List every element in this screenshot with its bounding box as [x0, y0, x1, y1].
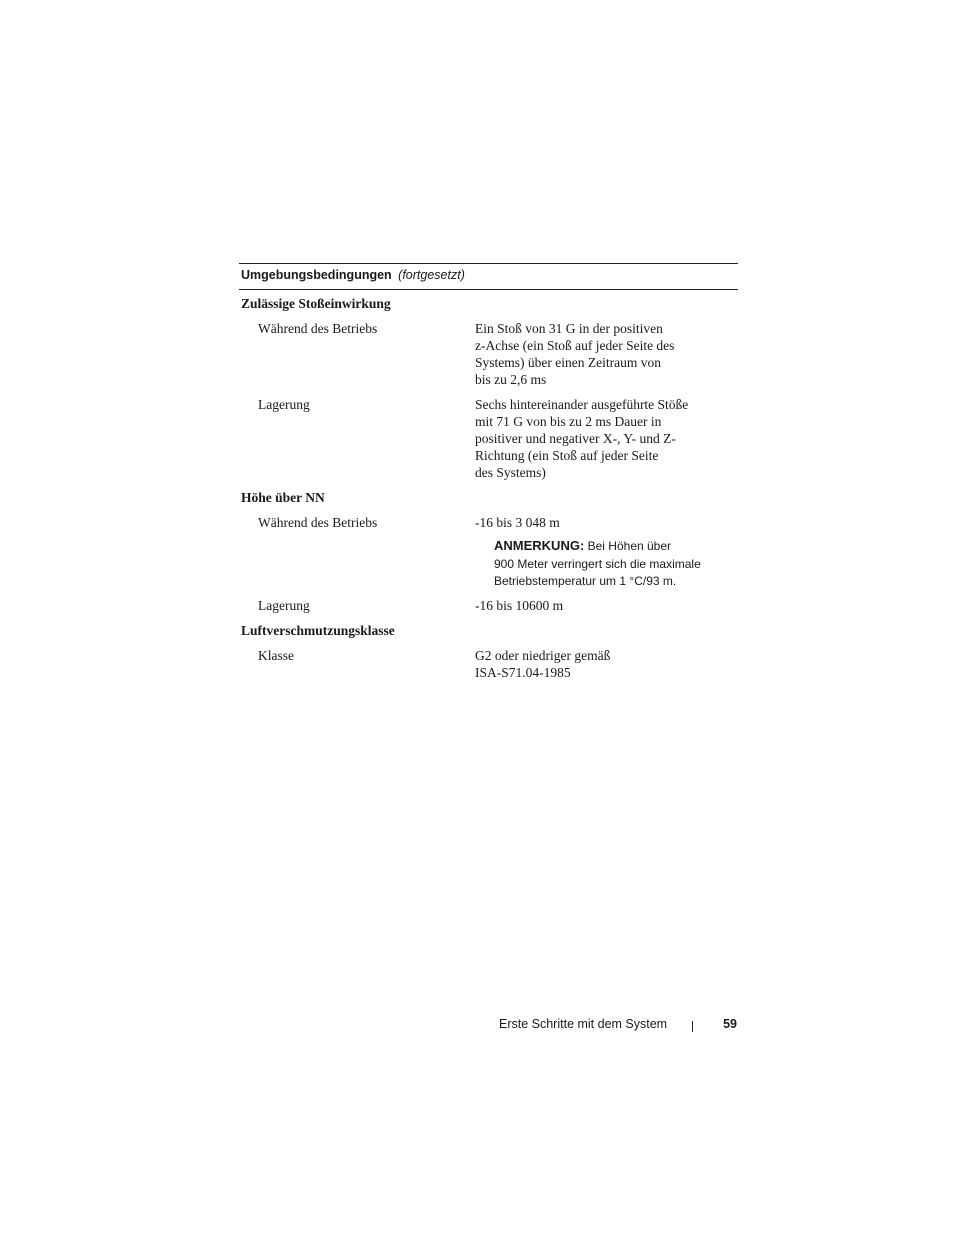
- row-value: -16 bis 3 048 m: [475, 515, 560, 530]
- row-value: -16 bis 10600 m: [475, 597, 564, 613]
- table-title: Umgebungsbedingungen: [241, 268, 392, 282]
- table-continued-label: (fortgesetzt): [398, 268, 465, 282]
- environment-spec-table: [239, 263, 738, 689]
- row-value: G2 oder niedriger gemäß ISA-S71.04-1985: [475, 647, 611, 680]
- footer-section-title: Erste Schritte mit dem System: [499, 1017, 668, 1031]
- row-label: Klasse: [258, 647, 294, 663]
- note-text: 900 Meter verringert sich die maximale: [494, 556, 701, 571]
- table-row: [239, 320, 738, 388]
- table-header: [239, 263, 738, 290]
- table-row: [239, 514, 738, 531]
- note-block: [494, 537, 734, 591]
- table-row: [239, 396, 738, 481]
- note-label: ANMERKUNG:: [494, 538, 585, 553]
- note-text: Bei Höhen über: [587, 539, 672, 553]
- table-row: [239, 597, 738, 614]
- row-label: Während des Betriebs: [258, 321, 378, 336]
- table-row: [239, 647, 738, 681]
- row-value: Sechs hintereinander ausgeführte Stöße mit 71 G von bis zu 2 ms Dauer in positiver und negativer X-, Y- und Z- Richtung (ein Stoß auf jeder Seite des Systems): [475, 397, 689, 480]
- row-label: Lagerung: [258, 597, 310, 613]
- page-number: 59: [723, 1017, 737, 1031]
- section-title-air-pollution: Luftverschmutzungsklasse: [241, 622, 395, 638]
- row-value: Ein Stoß von 31 G in der positiven z-Achse (ein Stoß auf jeder Seite des Systems) über einen Zeitraum von bis zu 2,6 ms: [475, 321, 675, 387]
- row-label: Während des Betriebs: [258, 515, 378, 530]
- section-title-shock: Zulässige Stoßeinwirkung: [241, 296, 391, 311]
- section-title-altitude: Höhe über NN: [241, 490, 325, 505]
- footer-separator: [692, 1021, 693, 1032]
- page-footer: [499, 1015, 737, 1033]
- row-label: Lagerung: [258, 397, 310, 412]
- note-text: Betriebstemperatur um 1 °C/93 m.: [494, 574, 677, 588]
